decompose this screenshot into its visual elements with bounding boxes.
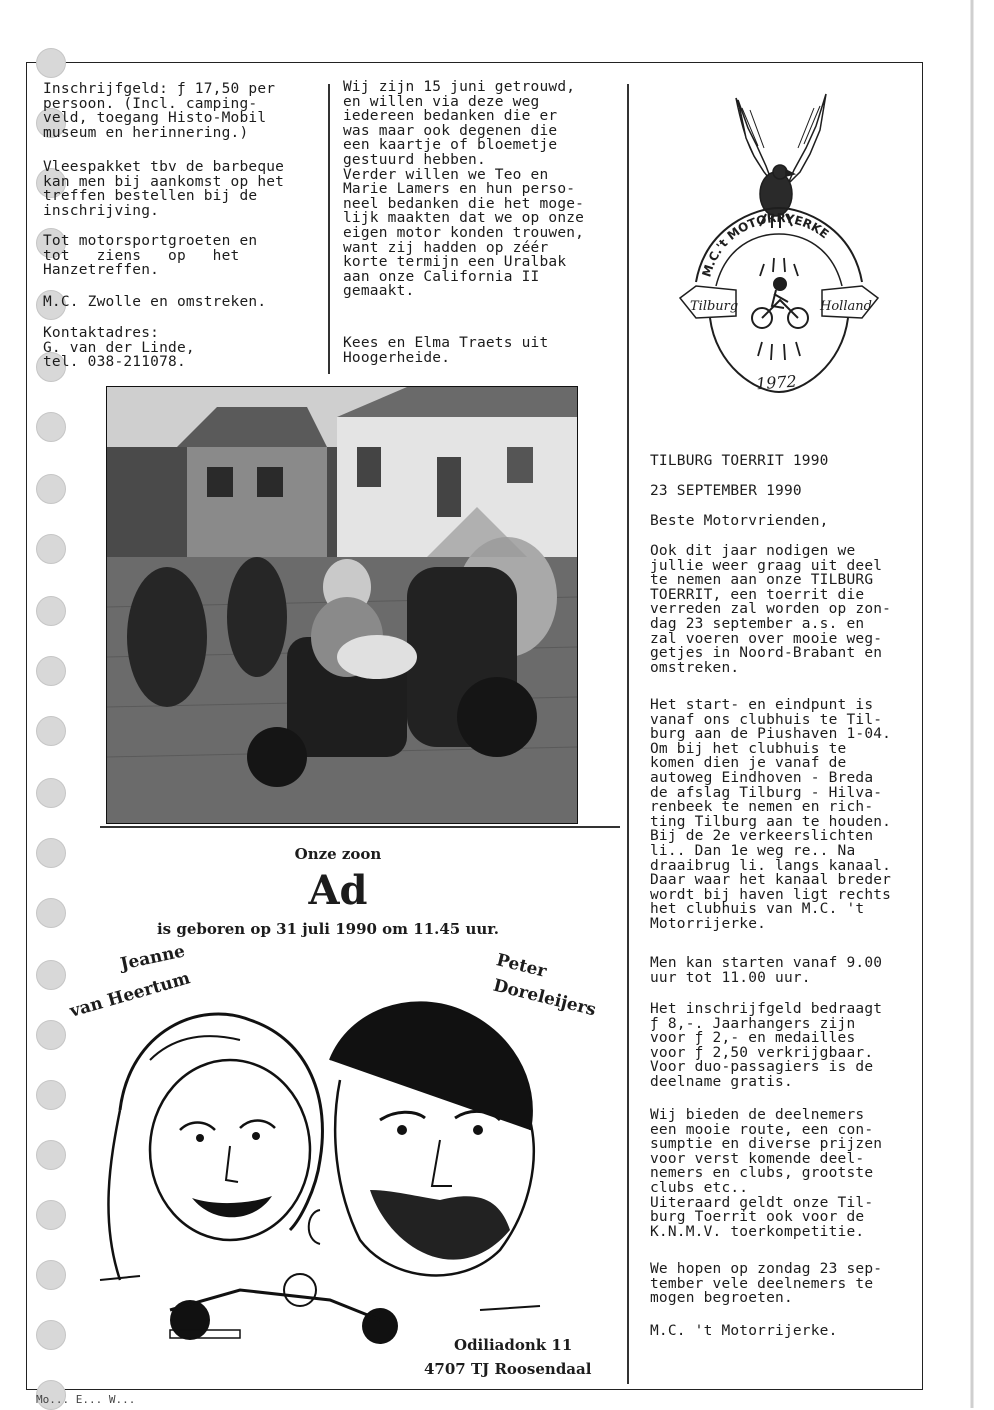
toerrit-closing-text: We hopen op zondag 23 sep- tember vele deelnemers te mogen begroeten. [650,1261,883,1307]
left-greeting-text: Tot motorsportgroeten en tot ziens op het Hanzetreffen. [43,233,258,279]
motorcycle-rider-icon [752,278,808,328]
binder-hole [36,1080,66,1110]
birth-baby-name: Ad [308,867,368,914]
binder-hole [36,1260,66,1290]
logo-arc-text: M.C.'t MOTORRYERKE [699,210,832,279]
father-last-name: Doreleijers [491,975,598,1021]
binder-hole [36,1200,66,1230]
binder-hole [36,778,66,808]
column-divider [627,84,629,1384]
toerrit-title: TILBURG TOERRIT 1990 [650,453,829,469]
left-contact-address: Kontaktadres: G. van der Linde, tel. 038-211078. [43,325,195,371]
left-club-name: M.C. Zwolle en omstreken. [43,294,267,310]
binder-hole [36,1020,66,1050]
section-divider [100,826,620,828]
birth-street-address: Odiliadonk 11 [454,1336,573,1354]
birth-city-address: 4707 TJ Roosendaal [424,1360,592,1378]
logo-year: 1972 [755,371,798,394]
binder-hole [36,898,66,928]
toerrit-date: 23 SEPTEMBER 1990 [650,483,802,499]
logo-right-word: Holland [820,299,872,314]
wedding-thanks-text: Wij zijn 15 juni getrouwd, en willen via deze weg iedereen bedanken die er was maar ook degenen die een kaartje of bloemetje gestuurd hebben. Verder willen we Teo en Marie Lamers en hun perso- neel bedanken die het moge- lijk maakten dat we op onze eigen motor konden trouwen, want zij hadden op zéér korte termijn een Uralbak aan onze California II gemaakt. [343,79,585,300]
toerrit-directions-text: Het start- en eindpunt is vanaf ons clubhuis te Til- burg aan de Piushaven 1-04. Om bij het clubhuis te komen dien je vanaf de autoweg Eindhoven - Breda de afslag Tilburg - Hilva- renbeek te nemen en rich- ting Tilburg aan te houden. Bij de 2e verkeerslichten li.. Dan 1e weg re.. Na draaibrug li. langs kanaal. Daar waar het kanaal breder wordt bij haven ligt rechts het clubhuis van M.C. 't Motorrijerke. [650,697,892,932]
toerrit-club-signature: M.C. 't Motorrijerke. [650,1323,838,1339]
binder-hole [36,960,66,990]
binder-hole [36,1140,66,1170]
toerrit-fees-text: Het inschrijfgeld bedraagt ƒ 8,-. Jaarhangers zijn voor ƒ 2,- en medailles voor ƒ 2,50 verkrijgbaar. Voor duo-passagiers is de deelname gratis. [650,1001,883,1090]
binder-hole [36,1320,66,1350]
binder-hole [36,412,66,442]
left-entry-fee-text: Inschrijfgeld: ƒ 17,50 per persoon. (Incl. camping- veld, toegang Histo-Mobil museum en herinnering.) [43,81,276,141]
binder-hole [36,474,66,504]
toerrit-greeting: Beste Motorvrienden, [650,513,829,529]
binder-hole [36,838,66,868]
binder-hole [36,656,66,686]
binder-hole [36,596,66,626]
parents-caricature-drawing [80,990,620,1350]
toerrit-start-times-text: Men kan starten vanaf 9.00 uur tot 11.00 uur. [650,955,883,986]
logo-left-word: Tilburg [690,299,739,314]
toerrit-prizes-text: Wij bieden de deelnemers een mooie route, een con- sumptie en diverse prijzen voor verst komende deel- nemers en clubs, grootste clubs etc.. Uiteraard geldt onze Til- burg Toerrit ook voor de K.N.M.V. toerkompetitie. [650,1107,883,1240]
toerrit-invitation-text: Ook dit jaar nodigen we jullie weer graag uit deel te nemen aan onze TILBURG TOERRIT, een toerrit die verreden zal worden op zon- dag 23 september a.s. en zal voeren over mooie weg- getjes in Noord-Brabant en omstreken. [650,543,892,676]
father-first-name: Peter [494,950,549,982]
binder-hole [36,716,66,746]
page-footer: Mo... E... W... [36,1393,136,1406]
left-meat-package-text: Vleespakket tbv de barbeque kan men bij aankomst op het treffen bestellen bij de inschrijving. [43,159,285,219]
birth-date-line: is geboren op 31 juli 1990 om 11.45 uur. [156,920,500,938]
birth-intro: Onze zoon [294,845,382,863]
wedding-signature: Kees en Elma Traets uit Hoogerheide. [343,335,549,366]
binder-hole [36,48,66,78]
club-logo [676,86,882,406]
mother-first-name: Jeanne [118,941,187,975]
binder-hole [36,534,66,564]
column-divider [328,84,330,374]
mother-last-name: van Heertum [67,968,193,1022]
wedding-sidecar-photo [106,386,578,824]
